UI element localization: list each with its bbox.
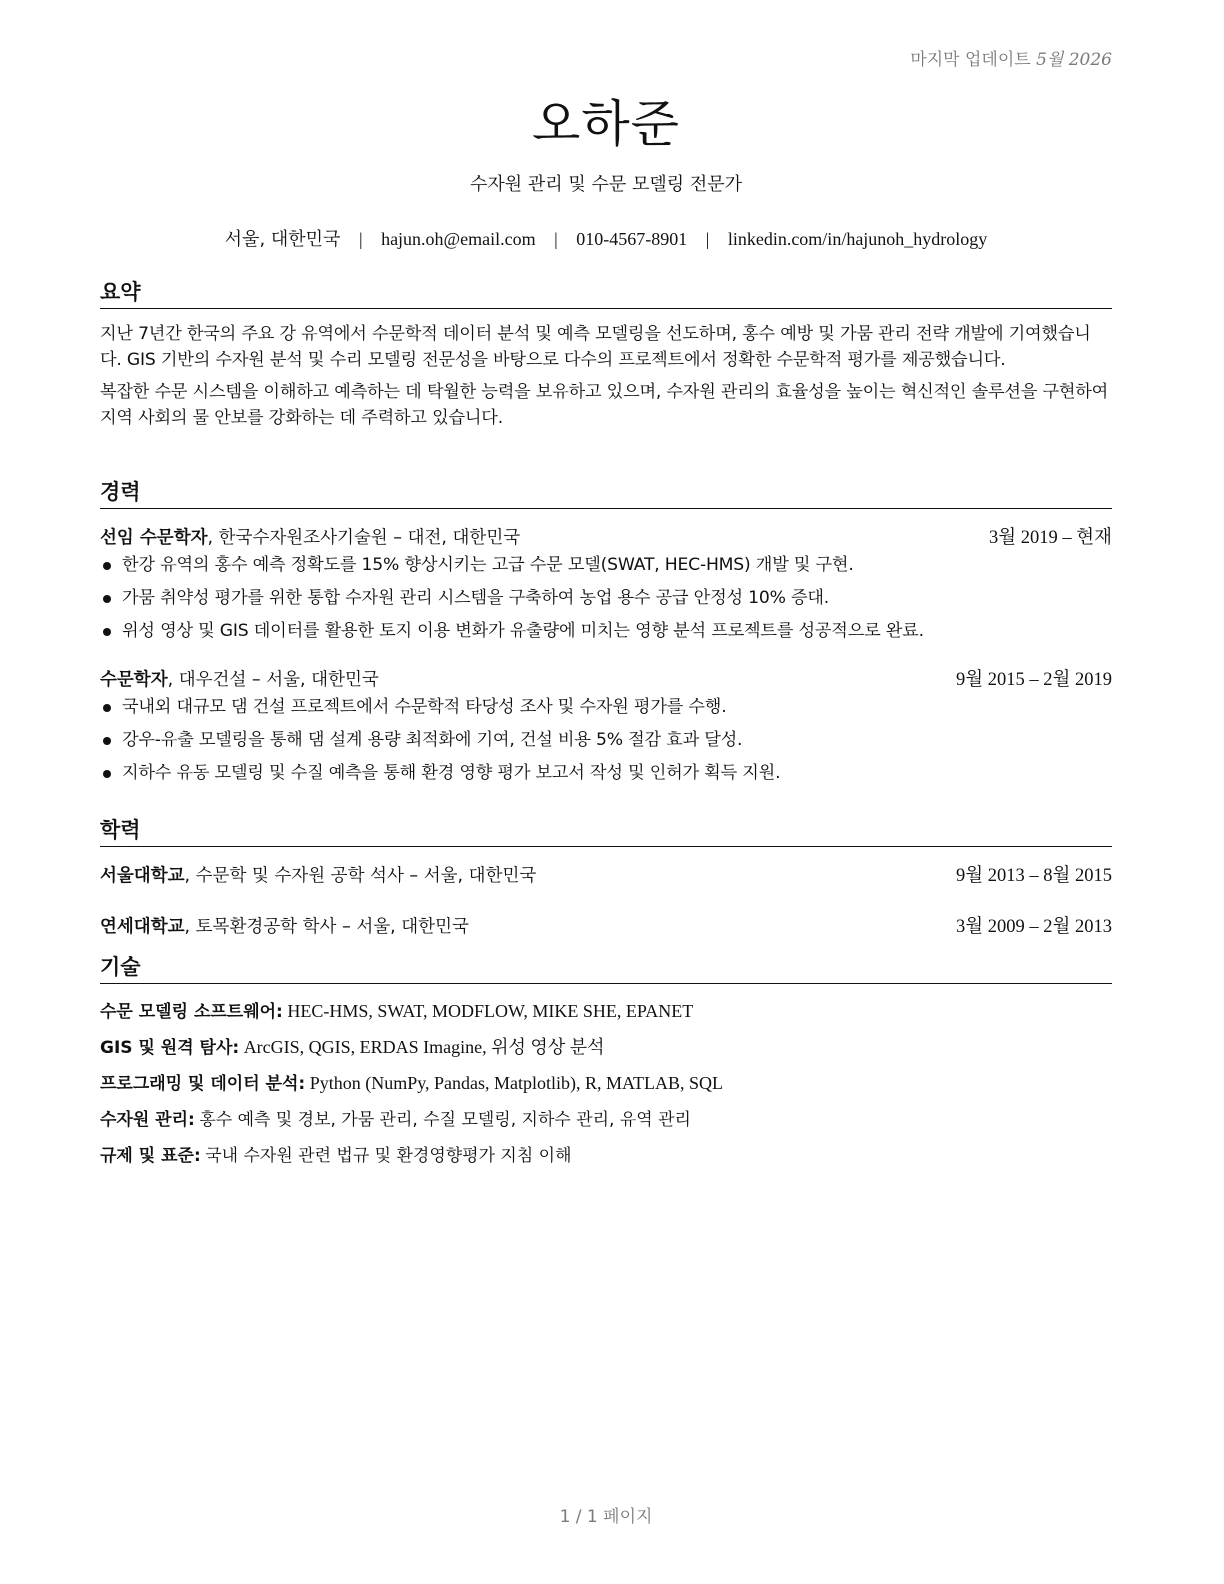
education-school: 연세대학교	[100, 917, 185, 937]
last-updated	[910, 45, 1112, 70]
job-dates: 3월 2019 – 현재	[989, 528, 1112, 548]
skill-item	[100, 1066, 1112, 1102]
contact-separator: |	[358, 229, 363, 249]
education-entry	[100, 912, 1112, 938]
skill-value: 국내 수자원 관련 법규 및 환경영향평가 지침 이해	[205, 1146, 572, 1166]
education-school: 서울대학교	[100, 866, 185, 886]
summary-section	[100, 278, 1112, 431]
experience-section	[100, 478, 1112, 790]
job-bullet: 강우-유출 모델링을 통해 댐 설계 용량 최적화에 기여, 건설 비용 5% 절감 효과 달성.	[100, 724, 1112, 757]
section-title-summary: 요약	[100, 278, 1112, 309]
last-updated-prefix: 마지막 업데이트	[910, 50, 1031, 70]
section-title-education: 학력	[100, 816, 1112, 847]
summary-paragraph: 지난 7년간 한국의 주요 강 유역에서 수문학적 데이터 분석 및 예측 모델링을 선도하며, 홍수 예방 및 가뭄 관리 전략 개발에 기여했습니다. GIS 기반의 수자원 분석 및 수리 모델링 전문성을 바탕으로 다수의 프로젝트에서 정확한 수문학적 평가를 제공했습니다.	[100, 324, 1091, 370]
skills-section	[100, 953, 1112, 1174]
job-bullets	[100, 549, 1112, 648]
job-role: 선임 수문학자	[100, 528, 208, 548]
contact-separator: |	[554, 229, 558, 249]
education-detail: , 수문학 및 수자원 공학 석사 – 서울, 대한민국	[184, 866, 537, 886]
skills-list	[100, 994, 1112, 1174]
job-bullet: 위성 영상 및 GIS 데이터를 활용한 토지 이용 변화가 유출량에 미치는 영향 분석 프로젝트를 성공적으로 완료.	[100, 615, 1112, 648]
section-title-experience: 경력	[100, 478, 1112, 509]
education-detail: , 토목환경공학 학사 – 서울, 대한민국	[184, 917, 469, 937]
skill-value: Python (NumPy, Pandas, Matplotlib), R, MATLAB, SQL	[309, 1073, 724, 1093]
skill-value: ArcGIS, QGIS, ERDAS Imagine, 위성 영상 분석	[243, 1037, 605, 1057]
skill-item	[100, 994, 1112, 1030]
contact-phone: 010-4567-8901	[576, 229, 688, 249]
job-header	[100, 665, 1112, 691]
contact-location: 서울, 대한민국	[224, 229, 341, 250]
job-bullet: 한강 유역의 홍수 예측 정확도를 15% 향상시키는 고급 수문 모델(SWAT, HEC-HMS) 개발 및 구현.	[100, 549, 1112, 582]
section-title-skills: 기술	[100, 953, 1112, 984]
skill-item	[100, 1138, 1112, 1174]
page-number: 1 / 1 페이지	[559, 1507, 653, 1527]
job-org: , 대우건설 – 서울, 대한민국	[167, 670, 379, 690]
job-role: 수문학자	[100, 670, 168, 690]
contact-line	[100, 225, 1112, 251]
resume-page	[100, 0, 1112, 1584]
candidate-headline: 수자원 관리 및 수문 모델링 전문가	[469, 174, 743, 195]
job-dates: 9월 2015 – 2월 2019	[956, 670, 1112, 690]
candidate-name: 오하준	[532, 95, 680, 153]
job-bullet: 지하수 유동 모델링 및 수질 예측을 통해 환경 영향 평가 보고서 작성 및 인허가 획득 지원.	[100, 757, 1112, 790]
education-section	[100, 816, 1112, 938]
contact-linkedin[interactable]: linkedin.com/in/hajunoh_hydrology	[727, 229, 988, 249]
education-dates: 3월 2009 – 2월 2013	[956, 917, 1112, 937]
education-entry	[100, 861, 1112, 887]
job-entry	[100, 523, 1112, 648]
skill-label: 수자원 관리:	[100, 1110, 195, 1130]
job-bullet: 가뭄 취약성 평가를 위한 통합 수자원 관리 시스템을 구축하여 농업 용수 공급 안정성 10% 증대.	[100, 582, 1112, 615]
last-updated-date: 5월 2026	[1036, 50, 1112, 70]
job-bullet: 국내외 대규모 댐 건설 프로젝트에서 수문학적 타당성 조사 및 수자원 평가를 수행.	[100, 691, 1112, 724]
job-bullets	[100, 691, 1112, 790]
job-header	[100, 523, 1112, 549]
contact-separator: |	[705, 229, 710, 249]
education-dates: 9월 2013 – 8월 2015	[956, 866, 1112, 886]
skill-label: 수문 모델링 소프트웨어:	[100, 1002, 283, 1022]
skill-item	[100, 1102, 1112, 1138]
summary-paragraph: 복잡한 수문 시스템을 이해하고 예측하는 데 탁월한 능력을 보유하고 있으며, 수자원 관리의 효율성을 높이는 혁신적인 솔루션을 구현하여 지역 사회의 물 안보를 강화하는 데 주력하고 있습니다.	[100, 382, 1109, 428]
skill-value: HEC-HMS, SWAT, MODFLOW, MIKE SHE, EPANET	[287, 1001, 694, 1021]
skill-label: 규제 및 표준:	[100, 1146, 201, 1166]
job-entry	[100, 665, 1112, 790]
job-org: , 한국수자원조사기술원 – 대전, 대한민국	[207, 528, 521, 548]
skill-item	[100, 1030, 1112, 1066]
contact-email[interactable]: hajun.oh@email.com	[381, 229, 536, 249]
skill-label: GIS 및 원격 탐사:	[100, 1038, 240, 1058]
skill-label: 프로그래밍 및 데이터 분석:	[100, 1074, 306, 1094]
skill-value: 홍수 예측 및 경보, 가뭄 관리, 수질 모델링, 지하수 관리, 유역 관리	[199, 1110, 691, 1130]
